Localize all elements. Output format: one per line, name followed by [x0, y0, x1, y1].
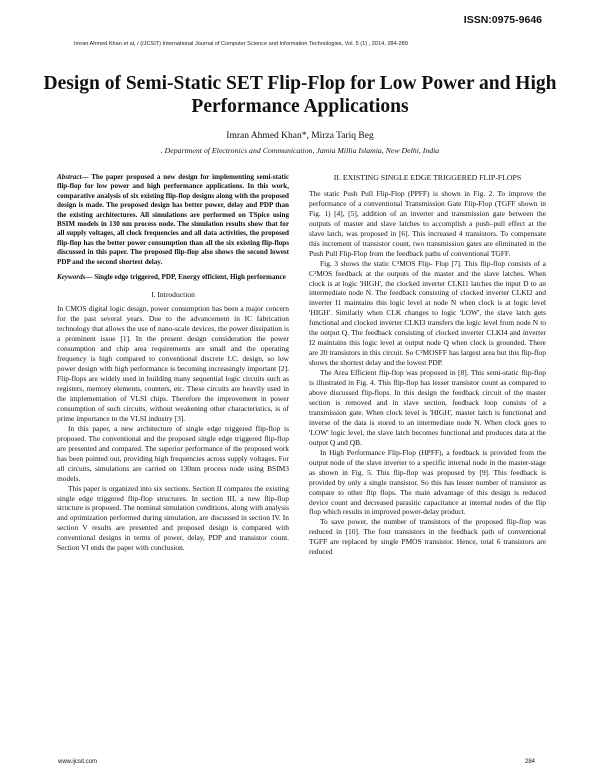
issn: ISSN:0975-9646 [463, 14, 542, 26]
left-column [57, 173, 289, 553]
affiliation: . Department of Electronics and Communication, Jamia Millia Islamia, New Delhi, India [160, 146, 440, 155]
sec2-paragraph-1: The static Push Pull Flip-Flop (PPFF) is shown in Fig. 2. To improve the performance of a conventional Transmission Gate Flip-Flop (TGFF shown in Fig. 1) [4], [5], addition of an inverter and transmission gate between the outputs of master and slave latches to accomplish a push–pull effect at the slave latch, was proposed in [6]. This increased 4 transistors. To compensate this increment of transistor count, two transmission gates are eliminated in the Push Pull Flip-Flop from the feedback paths of conventional TGFF. [309, 188, 546, 258]
abstract [57, 173, 289, 267]
sec2-paragraph-5: To save power, the number of transistors of the proposed flip-flop was reduced in [10]. The four transistors in the feedback path of conventional TGFF are replaced by single PMOS transistor. Hence, total 6 transistors are reduced [309, 517, 546, 557]
abstract-text: — The paper proposed a new design for implementing semi-static flip-flop for low power and high performance applications. In this work, comparative analysis of six existing flip-flop designs along with the proposed design is made. The proposed design has better power, delay and PDP than the existing architectures. All simulations are performed on TSpice using BSIM models in 130 nm process node. The simulation results show that for all supply voltages, all clock frequencies and all data activities, the proposed flip-flop has the better power consumption than all the six existing flip-flops discussed in this paper. The proposed flip-flop also shows the second lowest PDP and the second shortest delay. [57, 173, 289, 266]
intro-paragraph-1: In CMOS digital logic design, power consumption has been a major concern for the past several years. Due to the advancement in IC fabrication technology that allows the use of nano-scale devices, the power dissipation is a prominent issue [1]. In the present design consideration the power consumption and chip area requirements are small and the operating frequency is high compared to conventional discrete I.C. design, so low power design with high performance is becoming increasingly important [2]. Flip-flops are widely used in building many sequential logic circuits such as registers, memory elements, counters, etc. These circuits are heavily used in the implementation of VLSI chips. Therefore the improvement in power consumption of such circuits, without weakening other characteristics, is of prime importance to the VLSI industry [3]. [57, 304, 289, 423]
sec2-paragraph-2: Fig. 3 shows the static C²MOS Flip- Flop [7]. This flip-flop consists of a C²MOS feedback at the outputs of the master and the slave latches. When clock is at logic 'HIGH', the clocked inverter CLKI1 latches the input D to an intermediate node N. The feedback consisting of clocked inverter CLKI2 and inverter I1 maintains this logic level at node N when clock is at logic level 'HIGH'. Similarly when CLK changes to logic 'LOW', the slave latch gets functional and clocked inverter CLKI3 transfers the logic level from node N to the output Q. The feedback consisting of clocked inverter CLKI4 and inverter I2 maintains this logic level at output node Q when clock is grounded. There are 20 transistors in this circuit. So C²MOSFF has largest area but this flip-flop shows the shortest delay and the lowest PDP. [309, 258, 546, 368]
right-column [309, 173, 546, 557]
keywords [57, 273, 289, 282]
journal-citation: Imran Ahmed Khan et al, / (IJCSIT) International Journal of Computer Science and Information Technologies, Vol. 5 (1) , 2014, 284-289 [74, 41, 408, 47]
page-number: 284 [525, 759, 536, 765]
section-2-heading: II. EXISTING SINGLE EDGE TRIGGERED FLIP-FLOPS [333, 173, 522, 182]
intro-paragraph-3: This paper is organized into six sections. Section II compares the existing single edge triggered flip-flop structures. In section III, a new flip-flop structure is proposed. The nominal simulation conditions, along with analysis and optimization performed during simulation, are discussed in section IV. In section V results are presented and proposed design is compared with conventional designs in terms of power, delay, PDP and transistor count. Section VI ends the paper with conclusion. [57, 483, 289, 553]
sec2-paragraph-3: The Area Efficient flip-flop was proposed in [8]. This semi-static flip-flop is illustrated in Fig. 4. This flip-flop has lesser transistor count as compared to above discussed flip-flops. In this design the feedback circuit of the master section is removed and in slave section, feedback loop consists of a transmission gate. When clock level is 'HIGH', master latch is functional and inverse of the data is stored to an intermediate node N. When clock goes to 'LOW' logic level, the slave latch becomes functional and produces data at the output Q and QB. [309, 368, 546, 447]
intro-paragraph-2: In this paper, a new architecture of single edge triggered flip-flop is proposed. The conventional and the proposed single edge triggered flip-flop are presented and compared. The superior performance of the proposed work has been pointed out, providing high frequencies across supply voltages. For all circuits, simulations are carried on 130nm process node using BSIM3 models. [57, 423, 289, 483]
abstract-label: Abstract [57, 173, 82, 181]
keywords-text: — Single edge triggered, PDP, Energy efficient, High performance [85, 273, 286, 282]
footer-website: www.ijcsit.com [58, 759, 98, 765]
authors: Imran Ahmed Khan*, Mirza Tariq Beg [226, 131, 374, 141]
sec2-paragraph-4: In High Performance Flip-Flop (HPFF), a feedback is provided from the output node of the slave inverter to a specific internal node in the master-stage as shown in Fig. 5. This flip-flop was proposed by [9]. This feedback is provided by only a single transistor. So this has lesser number of transistor as compare to other flip flops. The main advantage of this design is reduced device count and decreased parasitic capacitance at internal nodes of the flip flop which results in improved power-delay product. [309, 447, 546, 517]
paper-title: Design of Semi-Static SET Flip-Flop for Low Power and High Performance Applications [43, 73, 557, 117]
keywords-label: Keywords [57, 273, 86, 282]
section-1-heading: I. Introduction [151, 290, 195, 300]
